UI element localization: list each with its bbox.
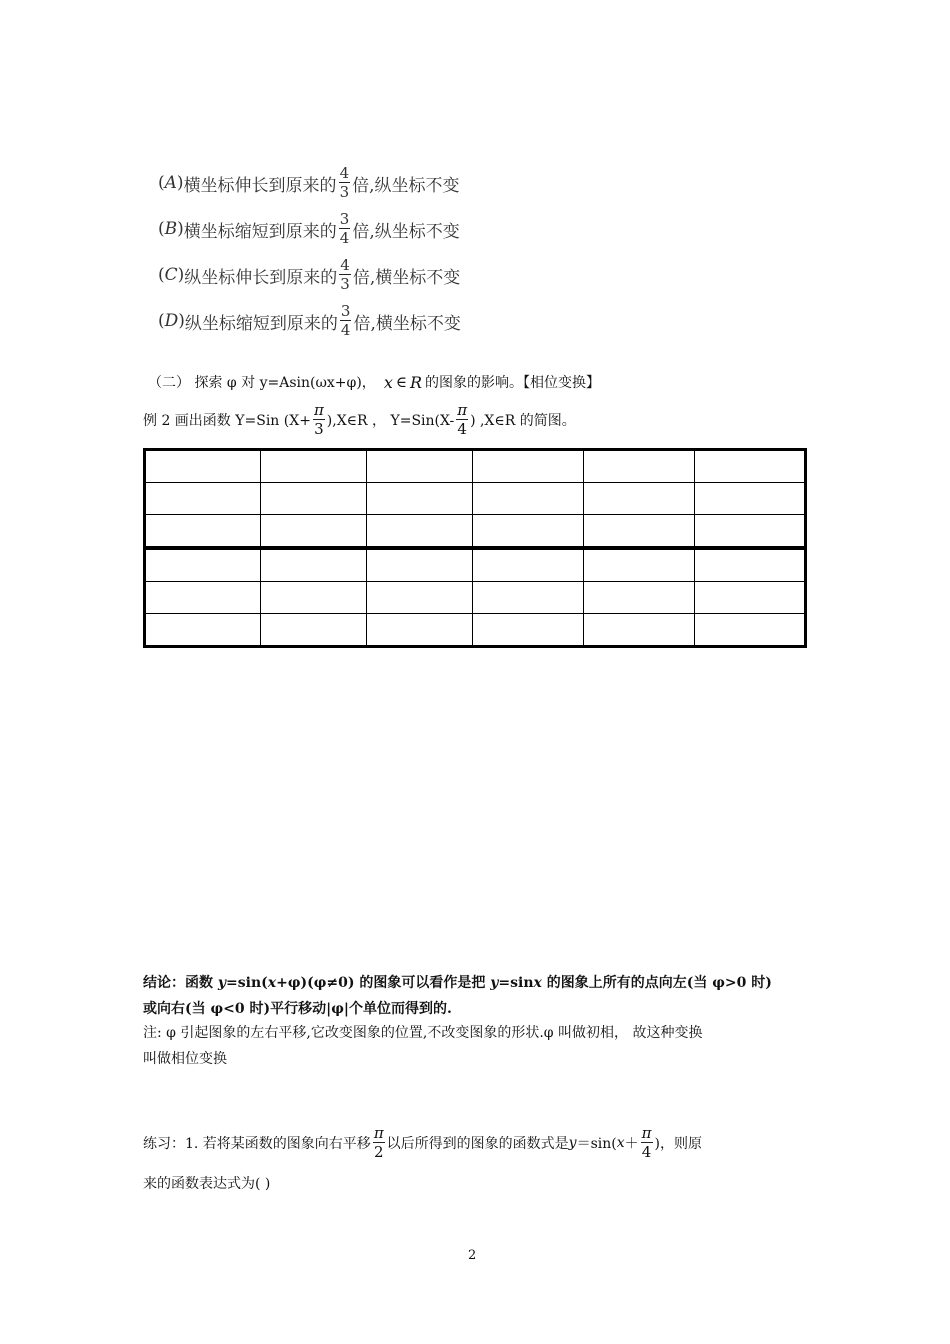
fraction-pi-2: $\frac{\pi}{2}$ (373, 1124, 384, 1161)
fraction-pi-4: $\frac{\pi}{4}$ (457, 401, 468, 438)
note (143, 1020, 823, 1072)
conclusion-line-2: 或向右(当 φ<0 时)平行移动|φ|个单位而得到的. (143, 1001, 452, 1017)
option-c: ( C ) 纵坐标伸长到原来的 $\frac{4}{3}$ 倍,横坐标不变 (158, 256, 461, 293)
table-row (145, 483, 806, 515)
exercise-1-line-2: 来的函数表达式为( ) (143, 1176, 271, 1192)
fraction: $\frac{4}{3}$ (340, 256, 350, 293)
exercise-1: 练习：1. 若将某函数的图象向右平移 $\frac{\pi}{2}$ 以后所得到的图象的函数式是 y ＝sin( x ＋ $\frac{\pi}{4}$ )，则原 (143, 1124, 702, 1161)
fraction-pi-4: $\frac{\pi}{4}$ (641, 1124, 652, 1161)
example-2: 例 2 画出函数 Y=Sin (X+ $\frac{\pi}{3}$ ),X∈R ， Y=Sin(X- $\frac{\pi}{4}$ ) ,X∈R 的简图。 (143, 401, 576, 438)
table-row (145, 450, 806, 483)
fraction-pi-3: $\frac{\pi}{3}$ (313, 401, 324, 438)
note-line-2: 叫做相位变换 (143, 1051, 227, 1067)
table-row (145, 582, 806, 614)
table-row (145, 548, 806, 582)
blank-value-table (143, 448, 807, 648)
fraction: $\frac{3}{4}$ (339, 210, 350, 247)
section-heading: （二） 探索 φ 对 y=Asin(ωx+φ)， x ∈ R 的图象的影响。【相位变换】 (148, 372, 600, 392)
table-row (145, 614, 806, 647)
fraction: $\frac{3}{4}$ (340, 302, 351, 339)
conclusion-line-1: 结论：函数 y=sin(x+φ)(φ≠0) 的图象可以看作是把 y=sinx 的图象上所有的点向左(当 φ>0 时) (143, 975, 772, 991)
page-number: 2 (468, 1248, 477, 1263)
option-b: ( B ) 横坐标缩短到原来的 $\frac{3}{4}$ 倍,纵坐标不变 (158, 210, 460, 247)
note-line-1: 注: φ 引起图象的左右平移,它改变图象的位置,不改变图象的形状.φ 叫做初相， 故这种变换 (143, 1025, 703, 1041)
fraction: $\frac{4}{3}$ (339, 164, 350, 201)
option-d: ( D ) 纵坐标缩短到原来的 $\frac{3}{4}$ 倍,横坐标不变 (158, 302, 461, 339)
table-row (145, 515, 806, 549)
conclusion (143, 970, 823, 1022)
option-a: ( A ) 横坐标伸长到原来的 $\frac{4}{3}$ 倍,纵坐标不变 (158, 164, 460, 201)
